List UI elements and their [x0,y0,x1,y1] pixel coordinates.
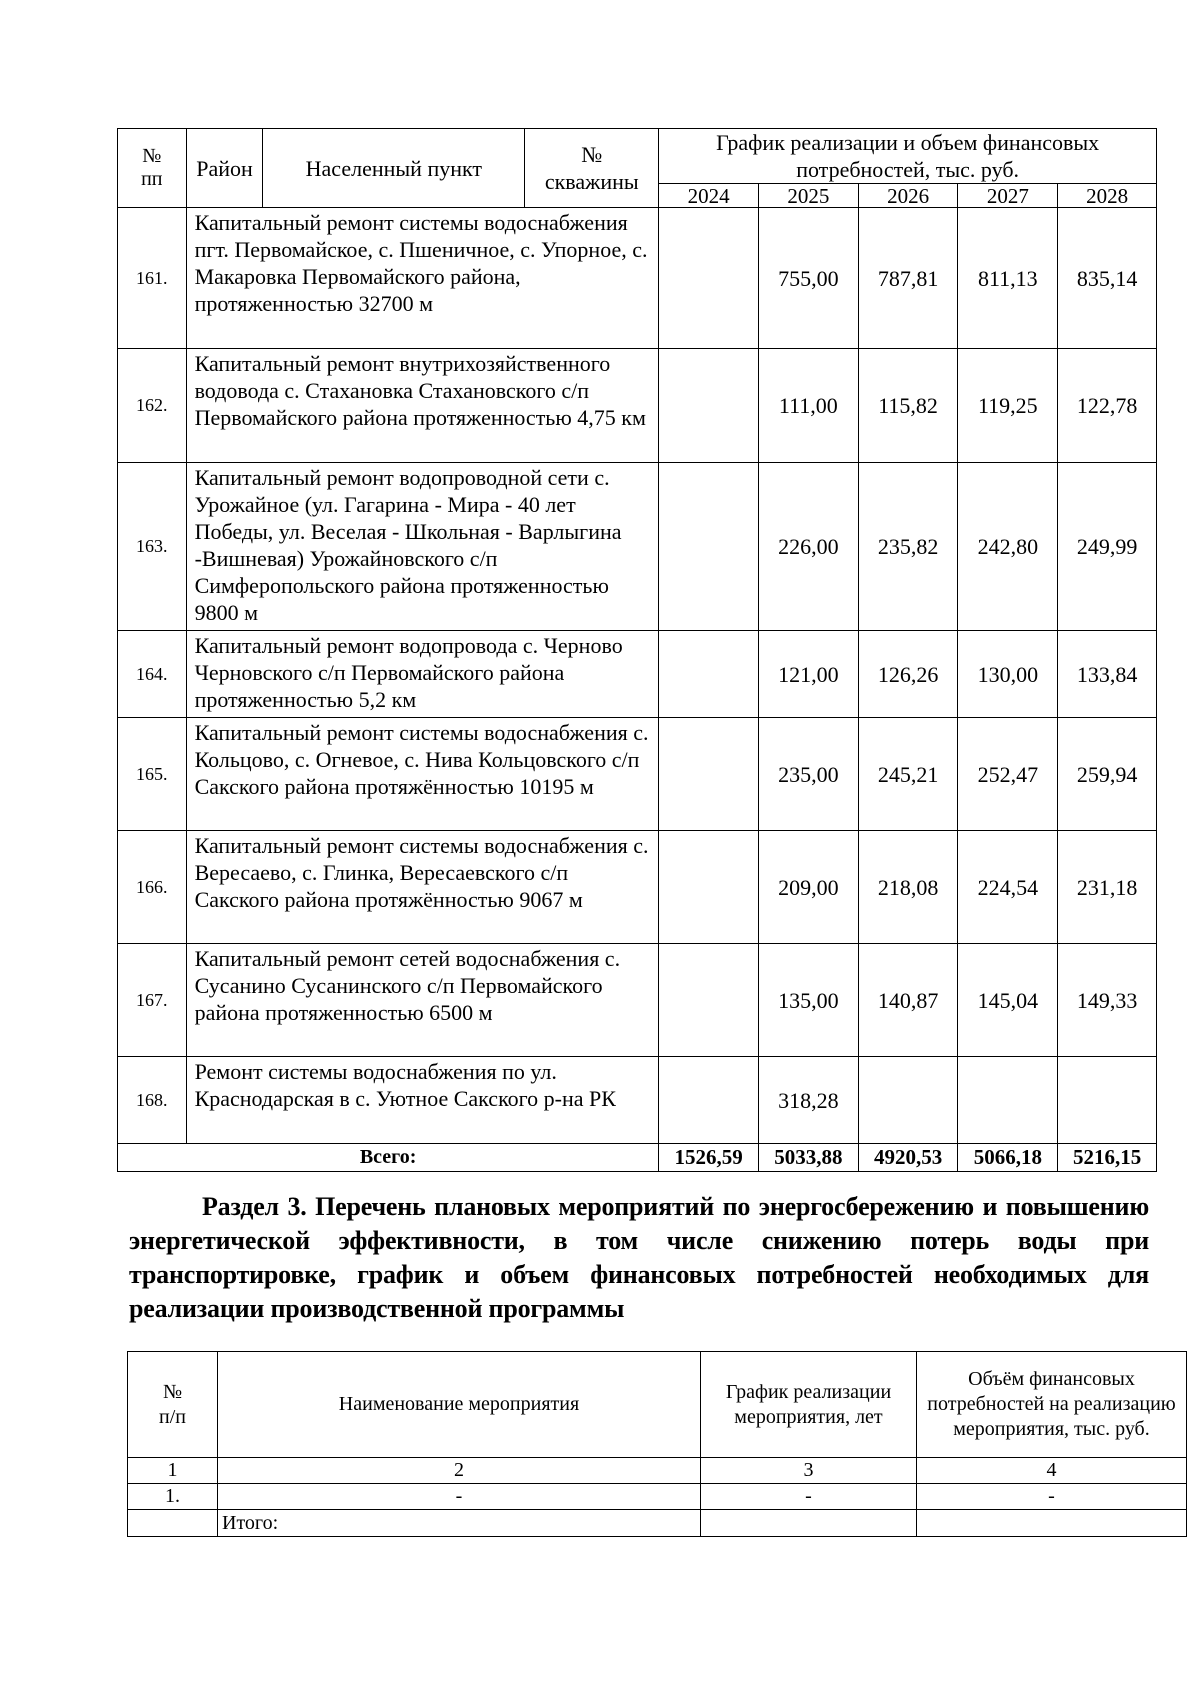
value-2024 [659,631,759,718]
value-2025: 121,00 [759,631,859,718]
water-repair-schedule-table [117,128,1157,1172]
header-no: № п/п [128,1352,218,1458]
total-2025: 5033,88 [759,1144,859,1172]
value-2026 [858,1057,958,1144]
row-number: 161. [118,208,187,349]
empty-cell [128,1510,218,1537]
table-row [118,718,1157,831]
column-number: 4 [917,1458,1187,1484]
empty-cell [917,1510,1187,1537]
value-2024 [659,718,759,831]
value-2027: 242,80 [958,463,1058,631]
total-2028: 5216,15 [1058,1144,1157,1172]
total-2026: 4920,53 [858,1144,958,1172]
header-year: 2025 [759,184,859,208]
empty-cell [701,1510,917,1537]
table-row [118,1057,1157,1144]
table-row [118,463,1157,631]
row-description: Капитальный ремонт системы водоснабжения с. Кольцово, с. Огневое, с. Нива Кольцовского с/п Сакского района протяжённостью 10195 м [186,718,659,831]
row-number: 162. [118,349,187,463]
header-no: № пп [118,129,187,208]
column-number: 1 [128,1458,218,1484]
value-2027: 224,54 [958,831,1058,944]
row-description: Ремонт системы водоснабжения по ул. Краснодарская в с. Уютное Сакского р-на РК [186,1057,659,1144]
value-2026: 115,82 [858,349,958,463]
value-2028: 231,18 [1058,831,1157,944]
value-2026: 787,81 [858,208,958,349]
row-number: 168. [118,1057,187,1144]
value-2027: 252,47 [958,718,1058,831]
value-2028: 149,33 [1058,944,1157,1057]
value-2024 [659,208,759,349]
value-2026: 235,82 [858,463,958,631]
value-2024 [659,463,759,631]
column-number: 3 [701,1458,917,1484]
measure-schedule: - [701,1484,917,1510]
measure-name: - [218,1484,701,1510]
total-2027: 5066,18 [958,1144,1058,1172]
value-2026: 140,87 [858,944,958,1057]
header-year: 2026 [858,184,958,208]
value-2028: 835,14 [1058,208,1157,349]
row-description: Капитальный ремонт сетей водоснабжения с. Сусанино Сусанинского с/п Первомайского района протяженностью 6500 м [186,944,659,1057]
measure-volume: - [917,1484,1187,1510]
header-year: 2024 [659,184,759,208]
table-row [118,831,1157,944]
header-measure-name: Наименование мероприятия [218,1352,701,1458]
row-number: 163. [118,463,187,631]
value-2028: 259,94 [1058,718,1157,831]
value-2025: 755,00 [759,208,859,349]
table1-header-row [118,129,1157,184]
value-2026: 218,08 [858,831,958,944]
header-year: 2027 [958,184,1058,208]
total-label: Всего: [118,1144,659,1172]
row-number: 167. [118,944,187,1057]
row-number: 165. [118,718,187,831]
value-2028: 133,84 [1058,631,1157,718]
value-2028: 122,78 [1058,349,1157,463]
value-2024 [659,944,759,1057]
total-label: Итого: [218,1510,701,1537]
row-number: 164. [118,631,187,718]
row-description: Капитальный ремонт водопровода с. Черново Черновского с/п Первомайского района протяженностью 5,2 км [186,631,659,718]
value-2025: 111,00 [759,349,859,463]
value-2027 [958,1057,1058,1144]
header-locality: Населенный пункт [263,129,525,208]
value-2028 [1058,1057,1157,1144]
column-number: 2 [218,1458,701,1484]
value-2025: 235,00 [759,718,859,831]
table-row [118,631,1157,718]
row-description: Капитальный ремонт системы водоснабжения с. Вересаево, с. Глинка, Вересаевского с/п Сакского района протяжённостью 9067 м [186,831,659,944]
value-2024 [659,831,759,944]
value-2025: 318,28 [759,1057,859,1144]
header-schedule: График реализации мероприятия, лет [701,1352,917,1458]
value-2025: 226,00 [759,463,859,631]
total-row [128,1510,1187,1537]
energy-saving-measures-table [127,1351,1187,1537]
table2-header-row [128,1352,1187,1458]
total-2024: 1526,59 [659,1144,759,1172]
header-schedule: График реализации и объем финансовых потребностей, тыс. руб. [659,129,1157,184]
header-well: № скважины [525,129,659,208]
row-description: Капитальный ремонт системы водоснабжения пгт. Первомайское, с. Пшеничное, с. Упорное, с. Макаровка Первомайского района, протяженностью 32700 м [186,208,659,349]
total-row [118,1144,1157,1172]
value-2024 [659,1057,759,1144]
value-2027: 145,04 [958,944,1058,1057]
header-district: Район [186,129,263,208]
value-2027: 811,13 [958,208,1058,349]
column-numbers-row [128,1458,1187,1484]
row-description: Капитальный ремонт внутрихозяйственного водовода с. Стахановка Стахановского с/п Первомайского района протяженностью 4,75 км [186,349,659,463]
section-3-heading: Раздел 3. Перечень плановых мероприятий по энергосбережению и повышению энергетической эффективности, в том числе снижению потерь воды при транспортировке, график и объем финансовых потребностей необходимых для реализации производственной программы [129,1192,1149,1323]
value-2027: 119,25 [958,349,1058,463]
table-row [118,944,1157,1057]
table-row [118,349,1157,463]
value-2024 [659,349,759,463]
value-2026: 126,26 [858,631,958,718]
row-number: 166. [118,831,187,944]
value-2026: 245,21 [858,718,958,831]
header-year: 2028 [1058,184,1157,208]
value-2028: 249,99 [1058,463,1157,631]
table-row [118,208,1157,349]
value-2025: 209,00 [759,831,859,944]
value-2025: 135,00 [759,944,859,1057]
value-2027: 130,00 [958,631,1058,718]
row-description: Капитальный ремонт водопроводной сети с. Урожайное (ул. Гагарина - Мира - 40 лет Победы, ул. Веселая - Школьная - Варлыгина -Вишневая) Урожайновского с/п Симферопольского района протяженностью 9800 м [186,463,659,631]
row-number: 1. [128,1484,218,1510]
table-row [128,1484,1187,1510]
header-financial-volume: Объём финансовых потребностей на реализацию мероприятия, тыс. руб. [917,1352,1187,1458]
